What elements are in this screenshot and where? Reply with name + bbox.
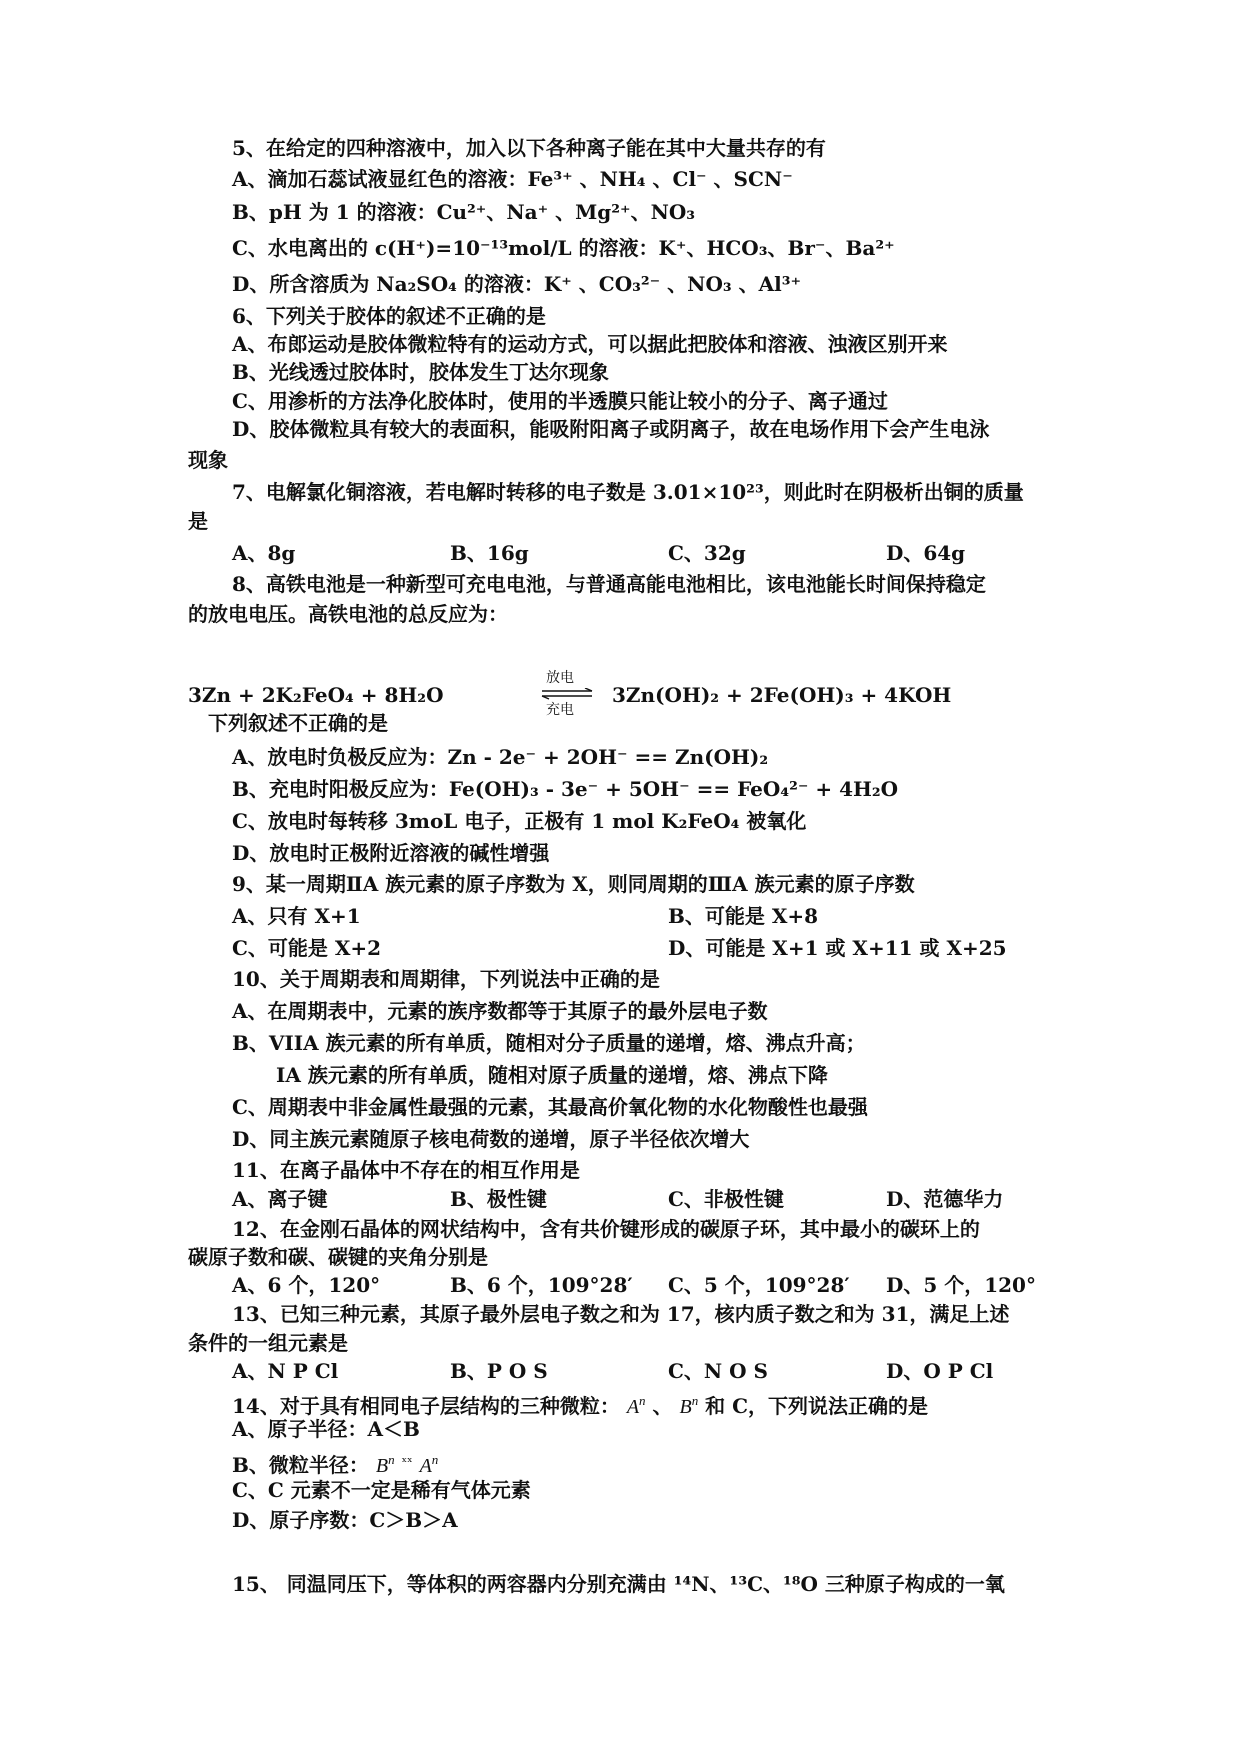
q10-option-b-cont: IA 族元素的所有单质，随相对原子质量的递增，熔、沸点下降 bbox=[276, 1063, 828, 1087]
q5-option-b: B、pH 为 1 的溶液：Cu²⁺、Na⁺ 、Mg²⁺、NO₃ bbox=[232, 200, 696, 224]
q8-option-b: B、充电时阳极反应为：Fe(OH)₃ - 3e⁻ + 5OH⁻ == FeO₄²⁻ + 4H₂O bbox=[232, 777, 899, 801]
q14-option-b-symbol-b: B bbox=[375, 1455, 389, 1477]
q14-symbol-a-charge: n bbox=[639, 1393, 646, 1408]
q9-option-a: A、只有 X+1 bbox=[232, 904, 361, 928]
q14-option-c: C、C 元素不一定是稀有气体元素 bbox=[232, 1478, 531, 1502]
q13-option-c: C、N O S bbox=[668, 1359, 768, 1383]
q8-equation-right: 3Zn(OH)₂ + 2Fe(OH)₃ + 4KOH bbox=[612, 683, 952, 707]
q11-option-b: B、极性键 bbox=[450, 1187, 547, 1211]
q14-symbol-b-charge: n bbox=[691, 1393, 699, 1408]
q11-stem: 11、在离子晶体中不存在的相互作用是 bbox=[232, 1158, 580, 1182]
q14-symbol-b: B bbox=[679, 1396, 692, 1418]
q14-stem-end: 和 C，下列说法正确的是 bbox=[705, 1394, 929, 1418]
q8-option-d: D、放电时正极附近溶液的碱性增强 bbox=[232, 841, 550, 865]
q9-option-b: B、可能是 X+8 bbox=[668, 904, 819, 928]
q7-option-b: B、16g bbox=[450, 541, 529, 565]
arrows-icon bbox=[538, 688, 596, 700]
q5-stem: 5、在给定的四种溶液中，加入以下各种离子能在其中大量共存的有 bbox=[232, 136, 826, 160]
q10-option-a: A、在周期表中，元素的族序数都等于其原子的最外层电子数 bbox=[232, 999, 768, 1023]
q8-stem-cont: 的放电电压。高铁电池的总反应为： bbox=[188, 602, 508, 626]
q13-stem-cont: 条件的一组元素是 bbox=[188, 1331, 348, 1355]
q7-option-d: D、64g bbox=[886, 541, 966, 565]
q9-option-c: C、可能是 X+2 bbox=[232, 936, 382, 960]
q15-stem: 15、 同温同压下，等体积的两容器内分别充满由 ¹⁴N、¹³C、¹⁸O 三种原子构成的一氧 bbox=[232, 1572, 1005, 1596]
q8-arrow-label-discharge: 放电 bbox=[546, 670, 574, 686]
q8-option-a: A、放电时负极反应为：Zn - 2e⁻ + 2OH⁻ == Zn(OH)₂ bbox=[232, 745, 769, 769]
q5-option-a: A、滴加石蕊试液显红色的溶液：Fe³⁺ 、NH₄ 、Cl⁻ 、SCN⁻ bbox=[232, 167, 793, 191]
q6-option-d: D、胶体微粒具有较大的表面积，能吸附阳离子或阴离子，故在电场作用下会产生电泳 bbox=[232, 417, 990, 441]
q8-ask: 下列叙述不正确的是 bbox=[208, 711, 388, 735]
q12-option-d: D、5 个，120° bbox=[886, 1273, 1036, 1297]
q14-option-a: A、原子半径：A＜B bbox=[232, 1417, 420, 1441]
q6-option-b: B、光线透过胶体时，胶体发生丁达尔现象 bbox=[232, 360, 609, 384]
q7-stem-cont: 是 bbox=[188, 509, 208, 533]
q14-option-b-symbol-b-charge: n bbox=[388, 1452, 395, 1467]
q14-option-b bbox=[232, 1447, 438, 1479]
q6-option-c: C、用渗析的方法净化胶体时，使用的半透膜只能让较小的分子、离子通过 bbox=[232, 389, 888, 413]
q14-option-b-label: B、微粒半径： bbox=[232, 1453, 369, 1477]
q12-stem-cont: 碳原子数和碳、碳键的夹角分别是 bbox=[188, 1245, 488, 1269]
q13-option-b: B、P O S bbox=[450, 1359, 548, 1383]
q10-stem: 10、关于周期表和周期律，下列说法中正确的是 bbox=[232, 967, 660, 991]
q6-option-a: A、布郎运动是胶体微粒特有的运动方式，可以据此把胶体和溶液、浊液区别开来 bbox=[232, 332, 948, 356]
q12-stem: 12、在金刚石晶体的网状结构中，含有共价键形成的碳原子环，其中最小的碳环上的 bbox=[232, 1217, 980, 1241]
q5-option-c: C、水电离出的 c(H⁺)=10⁻¹³mol/L 的溶液：K⁺、HCO₃、Br⁻、Ba²⁺ bbox=[232, 236, 895, 260]
q8-arrow-label-charge: 充电 bbox=[546, 702, 574, 718]
q7-stem: 7、电解氯化铜溶液，若电解时转移的电子数是 3.01×10²³，则此时在阴极析出铜的质量 bbox=[232, 480, 1024, 504]
q11-option-c: C、非极性键 bbox=[668, 1187, 784, 1211]
q14-stem-start: 14、对于具有相同电子层结构的三种微粒： bbox=[232, 1394, 620, 1418]
q13-stem: 13、已知三种元素，其原子最外层电子数之和为 17，核内质子数之和为 31，满足上述 bbox=[232, 1302, 1010, 1326]
q8-reversible-arrow bbox=[538, 671, 596, 721]
q9-option-d: D、可能是 X+1 或 X+11 或 X+25 bbox=[668, 936, 1007, 960]
q11-option-a: A、离子键 bbox=[232, 1187, 328, 1211]
q7-option-a: A、8g bbox=[232, 541, 296, 565]
q8-equation-left: 3Zn + 2K₂FeO₄ + 8H₂O bbox=[188, 683, 444, 707]
q13-option-d: D、O P Cl bbox=[886, 1359, 994, 1383]
q14-separator: 、 bbox=[652, 1394, 673, 1418]
q11-option-d: D、范德华力 bbox=[886, 1187, 1004, 1211]
q5-option-d: D、所含溶质为 Na₂SO₄ 的溶液：K⁺ 、CO₃²⁻ 、NO₃ 、Al³⁺ bbox=[232, 272, 802, 296]
q12-option-b: B、6 个，109°28′ bbox=[450, 1273, 633, 1297]
q6-stem: 6、下列关于胶体的叙述不正确的是 bbox=[232, 304, 546, 328]
q8-option-c: C、放电时每转移 3moL 电子，正极有 1 mol K₂FeO₄ 被氧化 bbox=[232, 809, 807, 833]
q10-option-b: B、VIIA 族元素的所有单质，随相对分子质量的递增，熔、沸点升高； bbox=[232, 1031, 866, 1055]
q7-option-c: C、32g bbox=[668, 541, 746, 565]
q14-symbol-a: A bbox=[626, 1396, 640, 1418]
q8-stem: 8、高铁电池是一种新型可充电电池，与普通高能电池相比，该电池能长时间保持稳定 bbox=[232, 572, 986, 596]
q14-option-d: D、原子序数：C＞B＞A bbox=[232, 1508, 458, 1532]
q10-option-d: D、同主族元素随原子核电荷数的递增，原子半径依次增大 bbox=[232, 1127, 750, 1151]
q14-option-b-relation: ˣˣ bbox=[401, 1455, 413, 1470]
q9-stem: 9、某一周期ⅡA 族元素的原子序数为 X，则同周期的ⅢA 族元素的原子序数 bbox=[232, 872, 915, 896]
q12-option-c: C、5 个，109°28′ bbox=[668, 1273, 850, 1297]
q12-option-a: A、6 个，120° bbox=[232, 1273, 381, 1297]
q10-option-c: C、周期表中非金属性最强的元素，其最高价氧化物的水化物酸性也最强 bbox=[232, 1095, 868, 1119]
q6-option-d-cont: 现象 bbox=[188, 448, 228, 472]
q14-option-b-symbol-a: A bbox=[419, 1455, 432, 1477]
q14-option-b-symbol-a-charge: n bbox=[431, 1452, 439, 1467]
q13-option-a: A、N P Cl bbox=[232, 1359, 339, 1383]
